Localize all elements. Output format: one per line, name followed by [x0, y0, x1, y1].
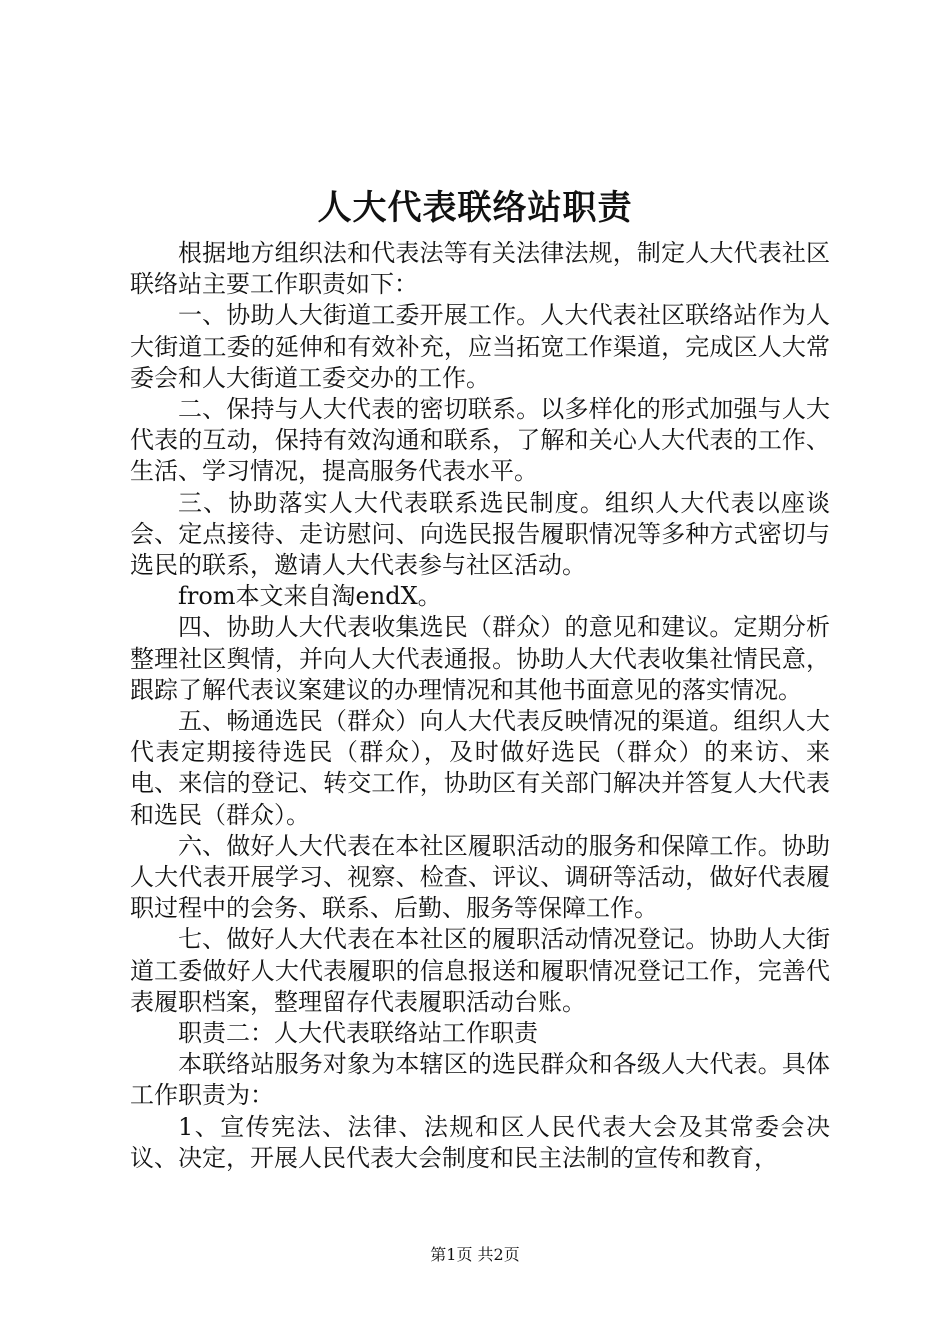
paragraph-duty-2: 二、保持与人大代表的密切联系。以多样化的形式加强与人大代表的互动，保持有效沟通和联系，了解和关心人大代表的工作、生活、学习情况，提高服务代表水平。 [130, 395, 830, 486]
paragraph-duty-1: 一、协助人大街道工委开展工作。人大代表社区联络站作为人大街道工委的延伸和有效补充，应当拓宽工作渠道，完成区人大常委会和人大街道工委交办的工作。 [130, 301, 830, 392]
paragraph-service-scope: 本联络站服务对象为本辖区的选民群众和各级人大代表。具体工作职责为： [130, 1050, 830, 1110]
paragraph-duty-7: 七、做好人大代表在本社区的履职活动情况登记。协助人大街道工委做好人大代表履职的信息报送和履职情况登记工作，完善代表履职档案，整理留存代表履职活动台账。 [130, 925, 830, 1016]
paragraph-item-1: 1、宣传宪法、法律、法规和区人民代表大会及其常委会决议、决定，开展人民代表大会制度和民主法制的宣传和教育， [130, 1112, 830, 1172]
paragraph-duty-3: 三、协助落实人大代表联系选民制度。组织人大代表以座谈会、定点接待、走访慰问、向选民报告履职情况等多种方式密切与选民的联系，邀请人大代表参与社区活动。 [130, 488, 830, 580]
document-body [130, 238, 830, 1174]
paragraph-duty-4: 四、协助人大代表收集选民（群众）的意见和建议。定期分析整理社区舆情，并向人大代表通报。协助人大代表收集社情民意，跟踪了解代表议案建议的办理情况和其他书面意见的落实情况。 [130, 613, 830, 704]
paragraph-duty-5: 五、畅通选民（群众）向人大代表反映情况的渠道。组织人大代表定期接待选民（群众），及时做好选民（群众）的来访、来电、来信的登记、转交工作，协助区有关部门解决并答复人大代表和选民（群众）。 [130, 707, 830, 829]
paragraph-source-note: from本文来自淘endX。 [178, 582, 442, 611]
paragraph-intro: 根据地方组织法和代表法等有关法律法规，制定人大代表社区联络站主要工作职责如下： [130, 239, 830, 299]
section-heading-duty-two: 职责二：人大代表联络站工作职责 [178, 1019, 538, 1048]
document-title: 人大代表联络站职责 [317, 188, 633, 228]
paragraph-duty-6: 六、做好人大代表在本社区履职活动的服务和保障工作。协助人大代表开展学习、视察、检查、评议、调研等活动，做好代表履职过程中的会务、联系、后勤、服务等保障工作。 [130, 831, 830, 923]
page-footer: 第1页 共2页 [430, 1245, 520, 1264]
